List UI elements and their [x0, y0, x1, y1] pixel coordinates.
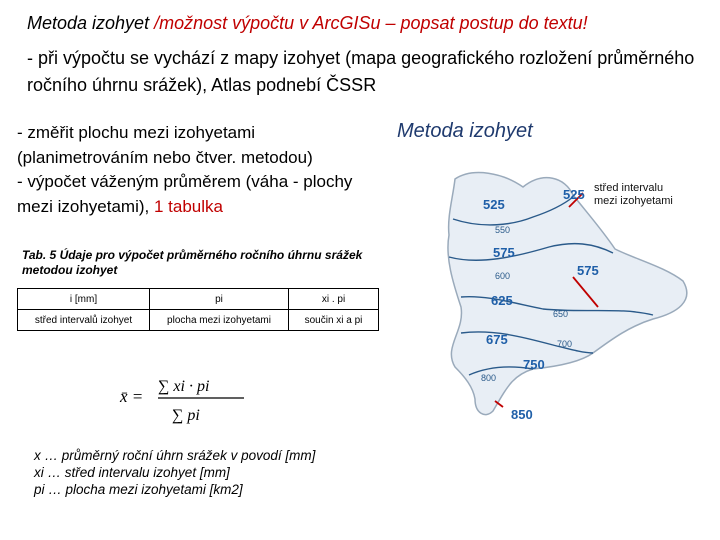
bullet-table-ref: 1 tabulka	[153, 196, 223, 216]
bullet-weighted	[17, 170, 377, 219]
isohyet-map	[383, 107, 718, 435]
variable-legend	[34, 447, 315, 498]
isohyet-label: 700	[557, 339, 573, 349]
table-cell: součin xi a pi	[289, 310, 379, 331]
zone-label: 850	[511, 407, 533, 422]
title-red: /možnost výpočtu v ArcGISu – popsat postup do textu!	[149, 13, 588, 33]
intro-text: - při výpočtu se vychází z mapy izohyet (mapa geografického rozložení průměrného ročního úhrnu srážek), Atlas podnebí ČSSR	[27, 48, 695, 95]
bullet-block	[17, 121, 377, 219]
table-cell: plocha mezi izohyetami	[150, 310, 289, 331]
zone-label: 525	[483, 197, 505, 212]
map-annotation-line2: mezi izohyetami	[594, 195, 673, 207]
table-header-cell: i [mm]	[18, 289, 150, 310]
formula-lhs: x̄ =	[120, 387, 144, 406]
formula-numerator: ∑ xi · pi	[158, 378, 210, 395]
zone-label: 575	[577, 263, 599, 278]
table-header-row	[18, 289, 379, 310]
zone-label: 525	[563, 187, 585, 202]
isohyet-label: 550	[495, 225, 511, 235]
legend-item: x … průměrný roční úhrn srážek v povodí [mm]	[34, 448, 316, 463]
legend-item: xi … střed intervalu izohyet [mm]	[34, 465, 230, 480]
legend-item: pi … plocha mezi izohyetami [km2]	[34, 482, 243, 497]
map-title: Metoda izohyet	[397, 120, 533, 142]
bullet-weighted-text: - výpočet váženým průměrem (váha - plochy mezi izohyetami),	[17, 172, 353, 216]
isohyet-label: 650	[553, 309, 569, 319]
isohyet-label: 600	[495, 271, 511, 281]
zone-label: 750	[523, 357, 545, 372]
slide-title	[27, 13, 588, 34]
isohyet-label: 800	[481, 373, 497, 383]
bullet-measure: - změřit plochu mezi izohyetami (planimetrováním nebo čtver. metodou)	[17, 123, 313, 167]
data-table	[17, 288, 379, 331]
table-cell: střed intervalů izohyet	[18, 310, 150, 331]
zone-label: 625	[491, 293, 513, 308]
table-header-cell: xi . pi	[289, 289, 379, 310]
zone-label: 575	[493, 245, 515, 260]
zone-label: 675	[486, 332, 508, 347]
formula-denominator: ∑ pi	[172, 407, 200, 424]
title-black: Metoda izohyet	[27, 13, 150, 33]
table-row	[18, 310, 379, 331]
map-annotation-line1: střed intervalu	[594, 182, 664, 194]
table-caption: Tab. 5 Údaje pro výpočet průměrného ročního úhrnu srážek metodou izohyet	[22, 248, 363, 277]
weighted-mean-formula	[118, 368, 248, 428]
table-header-cell: pi	[150, 289, 289, 310]
